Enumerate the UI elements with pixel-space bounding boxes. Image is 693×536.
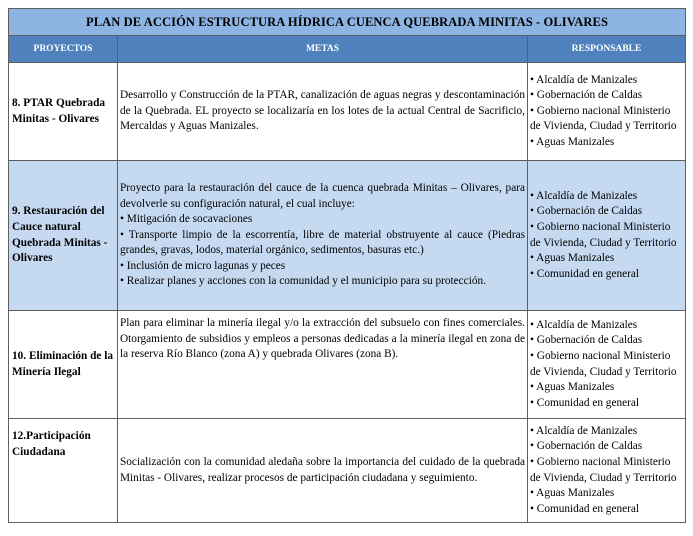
responsible-item: • Gobierno nacional Ministerio de Vivienda, Ciudad y Territorio	[530, 455, 683, 486]
responsible-item: • Gobernación de Caldas	[530, 333, 683, 349]
responsible-item: • Aguas Manizales	[530, 380, 683, 396]
project-goals	[118, 311, 528, 419]
project-name: 12.Participación Ciudadana	[9, 419, 118, 523]
responsible-item: • Comunidad en general	[530, 267, 683, 283]
project-name: 10. Eliminación de la Minería Ilegal	[9, 311, 118, 419]
responsible-list	[528, 63, 686, 161]
responsible-item: • Alcaldía de Manizales	[530, 189, 683, 205]
goals-text: Plan para eliminar la minería ilegal y/o la extracción del subsuelo con fines comerciales. Otorgamiento de subsidios y empleos a personas dedicadas a la minería ilegal en zona de la reserva Río Blanco (zona A) y quebrada Olivares (zona B).	[120, 317, 525, 361]
responsible-item: • Alcaldía de Manizales	[530, 424, 683, 440]
responsible-item: • Gobierno nacional Ministerio de Vivienda, Ciudad y Territorio	[530, 349, 683, 380]
responsible-list	[528, 311, 686, 419]
table-row	[9, 161, 686, 311]
responsible-item: • Comunidad en general	[530, 396, 683, 412]
goals-text: Desarrollo y Construcción de la PTAR, canalización de aguas negras y descontaminación de la Quebrada. EL proyecto se localizaría en los lotes de la actual Central de Sacrificio, Mercaldas y Aguas Manizales.	[120, 89, 525, 133]
responsible-item: • Gobierno nacional Ministerio de Vivienda, Ciudad y Territorio	[530, 104, 683, 135]
responsible-item: • Alcaldía de Manizales	[530, 318, 683, 334]
responsible-item: • Aguas Manizales	[530, 251, 683, 267]
header-responsable: RESPONSABLE	[528, 36, 686, 63]
action-plan-table	[8, 8, 686, 523]
responsible-list	[528, 419, 686, 523]
header-metas: METAS	[118, 36, 528, 63]
goals-text: Socialización con la comunidad aledaña sobre la importancia del cuidado de la quebrada Minitas - Olivares, realizar procesos de participación ciudadana y seguimiento.	[120, 455, 525, 484]
responsible-item: • Aguas Manizales	[530, 135, 683, 151]
responsible-item: • Comunidad en general	[530, 502, 683, 518]
responsible-item: • Gobernación de Caldas	[530, 439, 683, 455]
goal-bullet: • Realizar planes y acciones con la comunidad y el municipio para su protección.	[120, 274, 525, 290]
goal-bullet: • Transporte limpio de la escorrentía, libre de material obstruyente al cauce (Piedras grandes, gravas, lodos, material orgánico, sedimentos, basuras etc.)	[120, 228, 525, 259]
project-goals	[118, 63, 528, 161]
project-goals	[118, 419, 528, 523]
table-row	[9, 311, 686, 419]
table-title: PLAN DE ACCIÓN ESTRUCTURA HÍDRICA CUENCA QUEBRADA MINITAS - OLIVARES	[9, 9, 686, 36]
responsible-item: • Gobierno nacional Ministerio de Vivienda, Ciudad y Territorio	[530, 220, 683, 251]
table-row	[9, 419, 686, 523]
goal-bullet: • Mitigación de socavaciones	[120, 212, 525, 228]
goals-text: Proyecto para la restauración del cauce de la cuenca quebrada Minitas – Olivares, para devolverle su configuración natural, el cual incluye:	[120, 181, 525, 210]
responsible-list	[528, 161, 686, 311]
header-proyectos: PROYECTOS	[9, 36, 118, 63]
goal-bullet: • Inclusión de micro lagunas y peces	[120, 259, 525, 275]
responsible-item: • Aguas Manizales	[530, 486, 683, 502]
responsible-item: • Gobernación de Caldas	[530, 88, 683, 104]
project-name: 8. PTAR Quebrada Minitas - Olivares	[9, 63, 118, 161]
project-name: 9. Restauración del Cauce natural Quebrada Minitas - Olivares	[9, 161, 118, 311]
table-row	[9, 63, 686, 161]
project-goals	[118, 161, 528, 311]
responsible-item: • Gobernación de Caldas	[530, 204, 683, 220]
responsible-item: • Alcaldía de Manizales	[530, 73, 683, 89]
